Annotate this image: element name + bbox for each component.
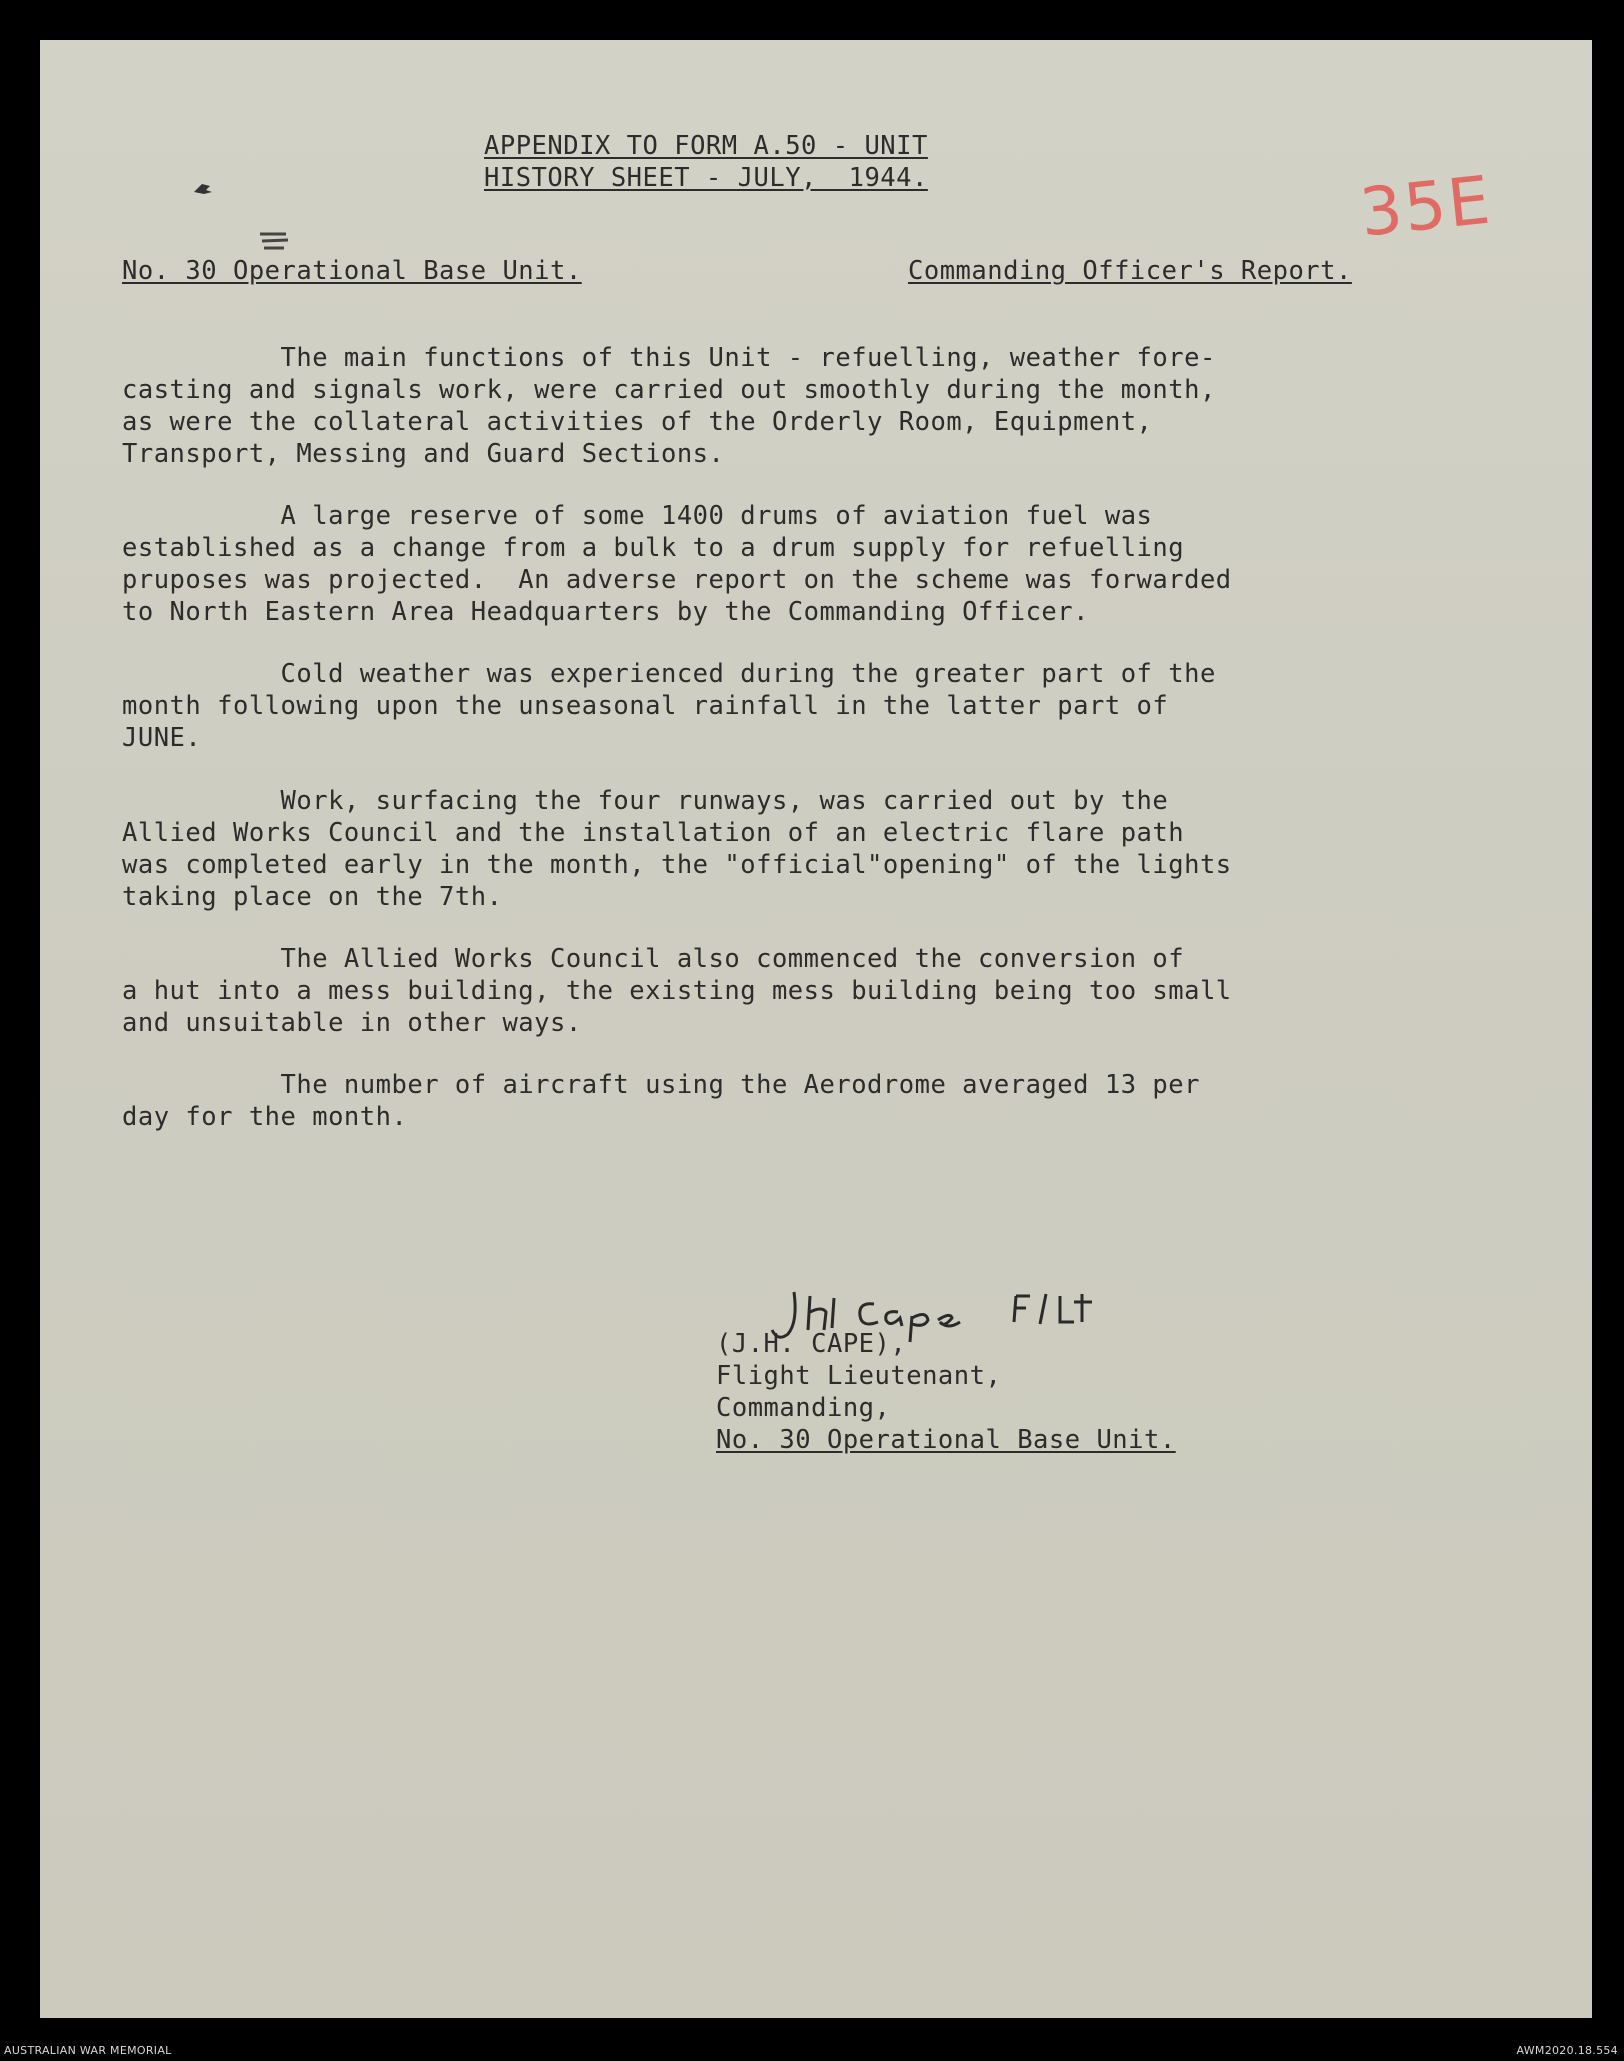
signature-block (716, 1328, 1176, 1456)
page-number-stamp: 35E (1356, 161, 1496, 252)
ink-smudge-mark (256, 226, 292, 256)
header-line-2: HISTORY SHEET - JULY, 1944. (484, 163, 928, 193)
paragraph-aircraft: The number of aircraft using the Aerodrome averaged 13 per day for the month. (122, 1070, 1200, 1132)
header-line-1: APPENDIX TO FORM A.50 - UNIT (484, 131, 928, 161)
report-title: Commanding Officer's Report. (908, 256, 1352, 286)
ink-blot-mark (190, 178, 218, 198)
paragraph-functions: The main functions of this Unit - refuelling, weather fore- casting and signals work, were carried out smoothly during the month, as were the collateral activities of the Orderly Room, Equipment, Transport, Messing and Guard Sections. (122, 343, 1216, 469)
signatory-name: (J.H. CAPE), (716, 1329, 907, 1359)
paragraph-weather: Cold weather was experienced during the greater part of the month following upon the unseasonal rainfall in the latter part of JUNE. (122, 659, 1216, 753)
paragraph-mess-building: The Allied Works Council also commenced the conversion of a hut into a mess building, the existing mess building being too small and unsuitable in other ways. (122, 944, 1232, 1038)
paragraph-fuel-reserve: A large reserve of some 1400 drums of aviation fuel was established as a change from a bulk to a drum supply for refuelling pruposes was projected. An adverse report on the scheme was forwarded to North Eastern Area Headquarters by the Commanding Officer. (122, 501, 1232, 627)
signatory-role: Commanding, (716, 1393, 891, 1423)
document-page (40, 40, 1592, 2018)
signatory-unit: No. 30 Operational Base Unit. (716, 1425, 1176, 1455)
signatory-rank: Flight Lieutenant, (716, 1361, 1002, 1391)
archive-credit: AUSTRALIAN WAR MEMORIAL (4, 2044, 172, 2057)
archive-reference: AWM2020.18.554 (1516, 2044, 1618, 2057)
unit-name: No. 30 Operational Base Unit. (122, 256, 582, 286)
paragraph-runways: Work, surfacing the four runways, was carried out by the Allied Works Council and the installation of an electric flare path was completed early in the month, the "official"opening" of the lights taking place on the 7th. (122, 786, 1232, 912)
